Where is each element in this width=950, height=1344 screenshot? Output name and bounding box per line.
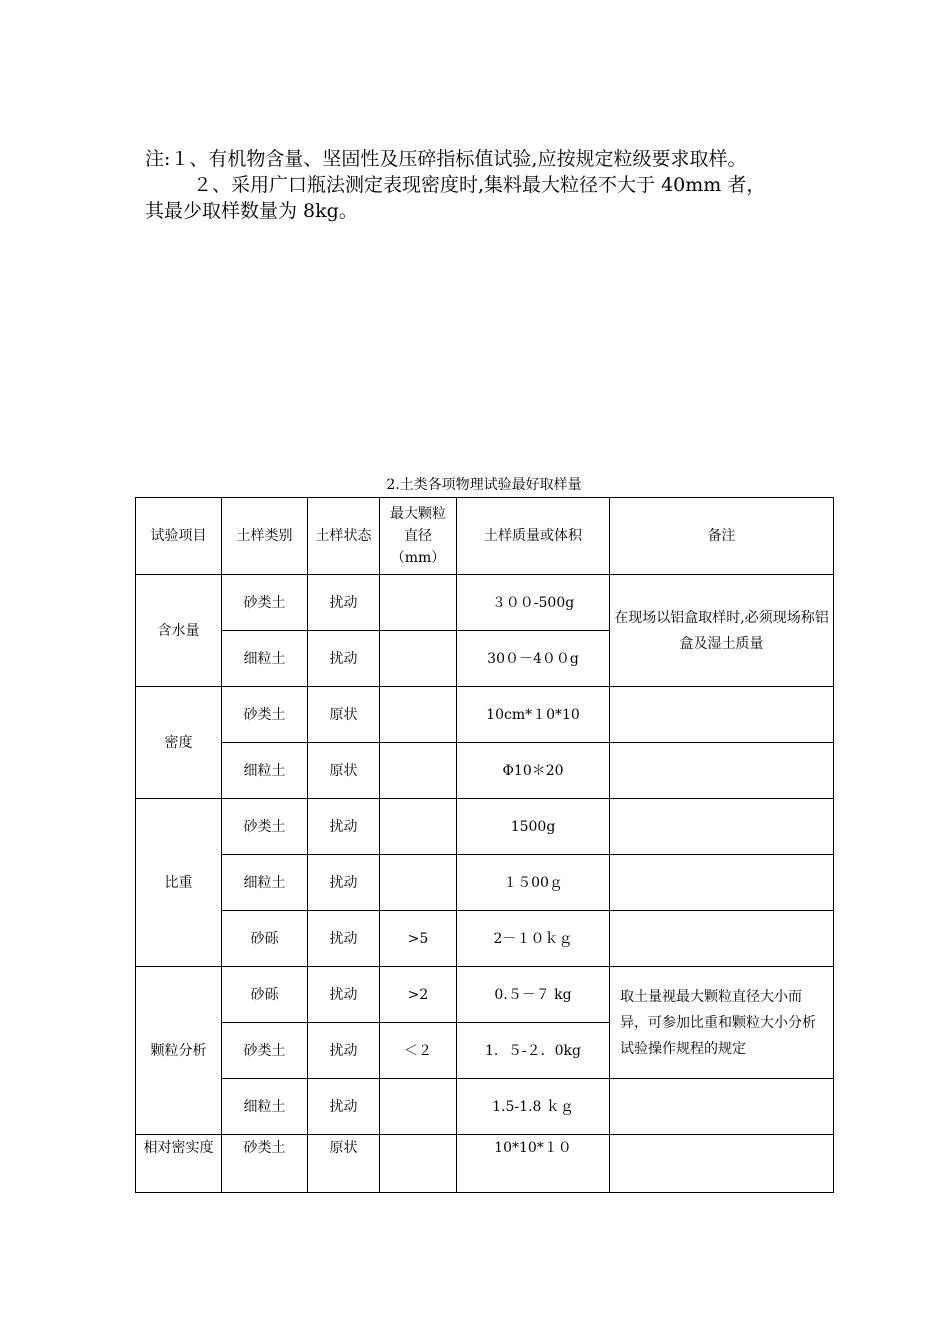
remark-cell	[610, 1079, 834, 1135]
soil-state-cell: 扰动	[308, 631, 380, 687]
soil-state-cell: 扰动	[308, 575, 380, 631]
soil-state-cell: 扰动	[308, 799, 380, 855]
soil-type-cell: 砂类土	[222, 799, 308, 855]
soil-type-cell: 细粒土	[222, 743, 308, 799]
max-diameter-cell	[380, 1079, 457, 1135]
max-diameter-cell: >5	[380, 911, 457, 967]
remark-cell	[610, 799, 834, 855]
remark-cell	[610, 1135, 834, 1193]
amount-cell: ３００-500g	[457, 575, 610, 631]
amount-cell: 0.５－７ kg	[457, 967, 610, 1023]
note-line-3: 其最少取样数量为 8kg。	[145, 200, 358, 222]
remark-cell	[610, 687, 834, 743]
soil-type-cell: 砂砾	[222, 967, 308, 1023]
table-row	[136, 911, 834, 967]
amount-cell: 1．５-２．0kg	[457, 1023, 610, 1079]
soil-state-cell: 扰动	[308, 911, 380, 967]
group-label: 含水量	[136, 575, 222, 687]
soil-state-cell: 原状	[308, 743, 380, 799]
remark-cell	[610, 855, 834, 911]
soil-type-cell: 砂类土	[222, 687, 308, 743]
remark-cell: 取土量视最大颗粒直径大小而异，可参加比重和颗粒大小分析试验操作规程的规定	[610, 967, 834, 1079]
soil-type-cell: 细粒土	[222, 855, 308, 911]
notes-section	[145, 146, 845, 224]
soil-type-cell: 砂类土	[222, 1023, 308, 1079]
soil-type-cell: 砂类土	[222, 1135, 308, 1193]
table-row	[136, 855, 834, 911]
max-diameter-cell	[380, 799, 457, 855]
soil-state-cell: 扰动	[308, 967, 380, 1023]
soil-type-cell: 细粒土	[222, 1079, 308, 1135]
table-row	[136, 1135, 834, 1193]
note-line-1: 注:１、有机物含量、坚固性及压碎指标值试验,应按规定粒级要求取样。	[145, 148, 747, 170]
header-soil-state: 土样状态	[308, 498, 380, 575]
max-diameter-cell: >2	[380, 967, 457, 1023]
group-label: 相对密实度	[136, 1135, 222, 1193]
amount-cell: １５00ｇ	[457, 855, 610, 911]
group-label: 密度	[136, 687, 222, 799]
max-diameter-cell: ＜２	[380, 1023, 457, 1079]
soil-state-cell: 原状	[308, 687, 380, 743]
max-diameter-cell	[380, 743, 457, 799]
header-amount: 土样质量或体积	[457, 498, 610, 575]
max-diameter-cell	[380, 631, 457, 687]
max-diameter-cell	[380, 855, 457, 911]
amount-cell: 2－１０ｋｇ	[457, 911, 610, 967]
header-test-item: 试验项目	[136, 498, 222, 575]
max-diameter-cell	[380, 575, 457, 631]
max-diameter-cell	[380, 687, 457, 743]
soil-state-cell: 原状	[308, 1135, 380, 1193]
table-row	[136, 575, 834, 631]
max-diameter-cell	[380, 1135, 457, 1193]
table-title: 2.土类各项物理试验最好取样量	[386, 477, 582, 493]
group-label: 比重	[136, 799, 222, 967]
note-line-2: ２、采用广口瓶法测定表现密度时,集料最大粒径不大于 40mm 者，	[193, 174, 766, 196]
remark-cell: 在现场以铝盒取样时,必须现场称铝盒及湿土质量	[610, 575, 834, 687]
table-row	[136, 687, 834, 743]
table-header-row	[136, 498, 834, 575]
header-remarks: 备注	[610, 498, 834, 575]
amount-cell: 10*10*１０	[457, 1135, 610, 1193]
soil-type-cell: 砂类土	[222, 575, 308, 631]
table-row	[136, 799, 834, 855]
amount-cell: 30０－4００g	[457, 631, 610, 687]
table-row	[136, 743, 834, 799]
soil-state-cell: 扰动	[308, 855, 380, 911]
amount-cell: 1.5-1.8 ｋｇ	[457, 1079, 610, 1135]
remark-cell	[610, 743, 834, 799]
header-max-diameter: 最大颗粒直径（mm）	[380, 498, 457, 575]
amount-cell: Φ10＊20	[457, 743, 610, 799]
amount-cell: 1500g	[457, 799, 610, 855]
soil-state-cell: 扰动	[308, 1023, 380, 1079]
table-row	[136, 1079, 834, 1135]
soil-type-cell: 砂砾	[222, 911, 308, 967]
remark-cell	[610, 911, 834, 967]
group-label: 颗粒分析	[136, 967, 222, 1135]
soil-state-cell: 扰动	[308, 1079, 380, 1135]
header-soil-type: 土样类别	[222, 498, 308, 575]
amount-cell: 10cm*１0*10	[457, 687, 610, 743]
sample-quantity-table	[135, 497, 834, 1193]
table-row	[136, 967, 834, 1023]
soil-type-cell: 细粒土	[222, 631, 308, 687]
